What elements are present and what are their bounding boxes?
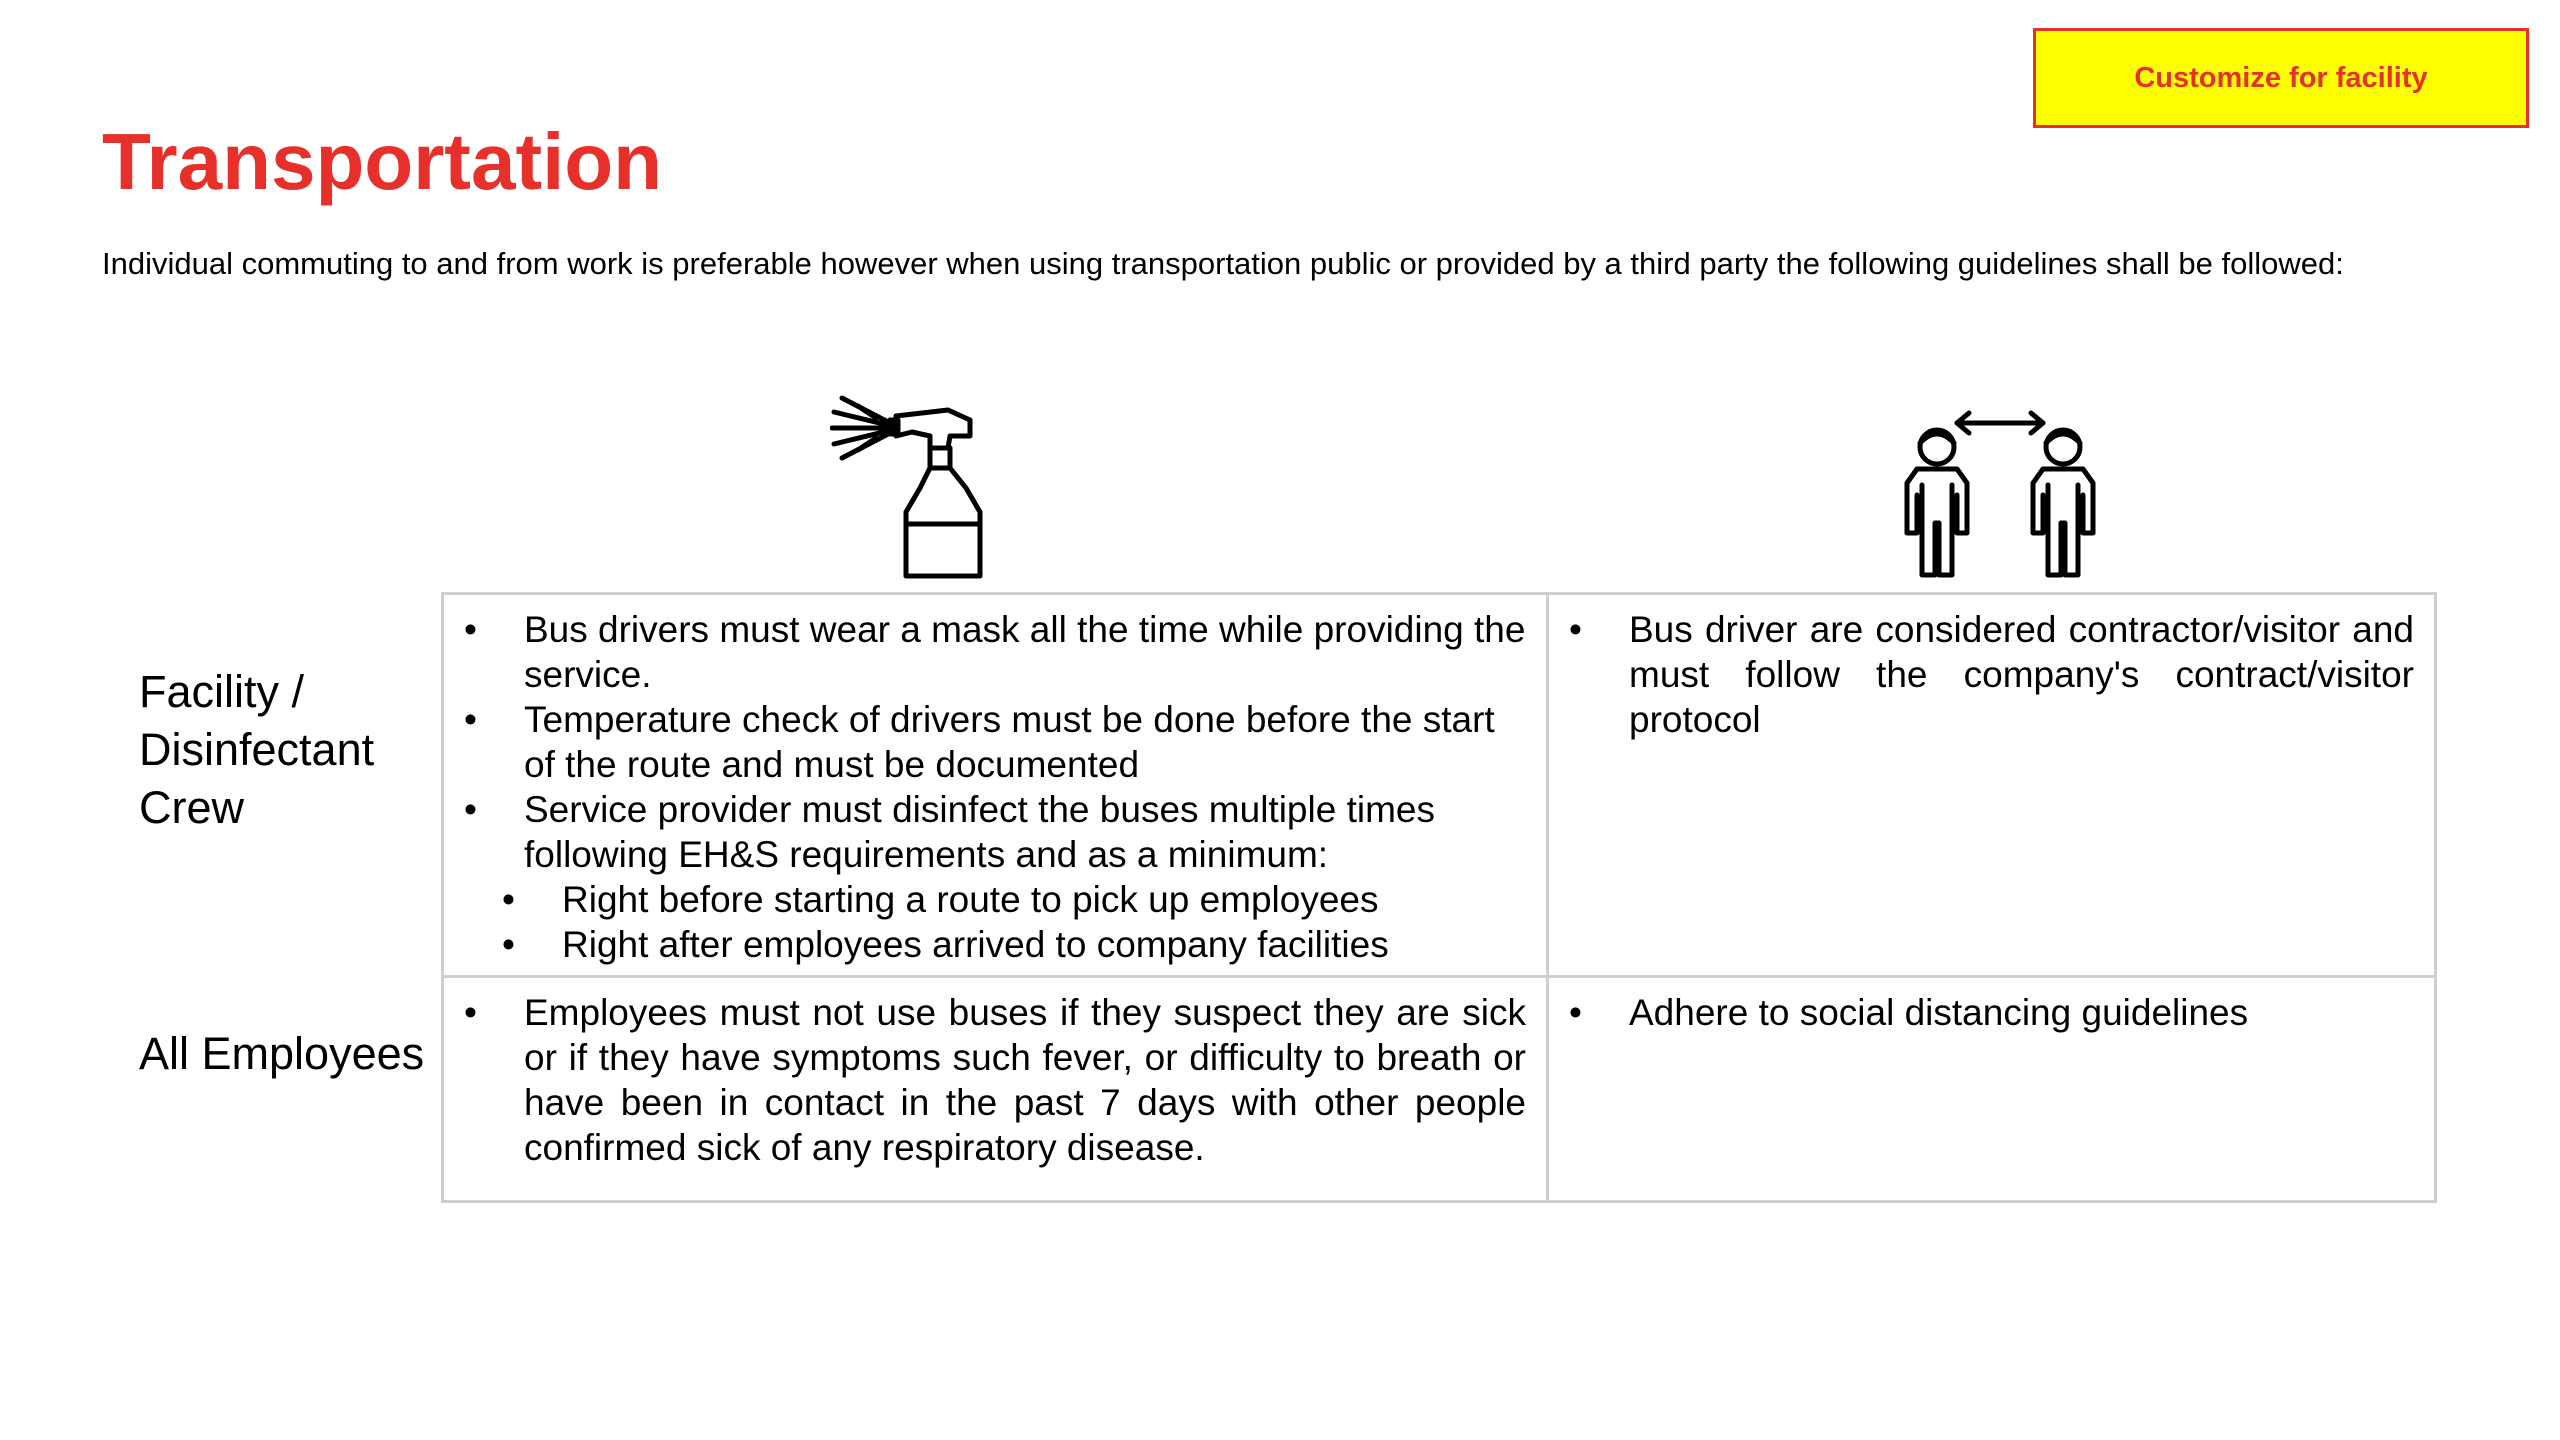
list-item: • Adhere to social distancing guidelines	[1569, 990, 2414, 1035]
list-item: • Bus driver are considered contractor/visitor and must follow the company's contract/visitor protocol	[1569, 607, 2414, 742]
spray-bottle-icon	[830, 388, 1000, 584]
bullet-list	[1569, 607, 2414, 742]
sub-bullet-list	[502, 877, 1526, 967]
bullet-list	[464, 990, 1526, 1170]
page-title: Transportation	[102, 117, 663, 206]
guidelines-table	[441, 592, 2437, 1203]
row-label-facility: Facility / Disinfectant Crew	[139, 666, 375, 833]
table-row	[443, 594, 2436, 977]
list-item: • Temperature check of drivers must be done before the start of the route and must be documented	[464, 697, 1526, 787]
row-label-employees: All Employees	[139, 1028, 425, 1079]
list-item: • Right after employees arrived to company facilities	[502, 922, 1526, 967]
table-row	[443, 977, 2436, 1202]
bullet-list	[1569, 990, 2414, 1035]
list-item: • Right before starting a route to pick up employees	[502, 877, 1526, 922]
intro-text: Individual commuting to and from work is preferable however when using transportation public or provided by a third party the following guidelines shall be followed:	[102, 246, 2344, 281]
table-cell	[1548, 977, 2436, 1202]
list-item: • Service provider must disinfect the buses multiple times following EH&S requirements and as a minimum:	[464, 787, 1526, 877]
customize-badge: Customize for facility	[2033, 28, 2529, 128]
social-distancing-icon	[1895, 405, 2105, 580]
table-cell	[443, 594, 1548, 977]
list-item: • Employees must not use buses if they suspect they are sick or if they have symptoms such fever, or difficulty to breath or have been in contact in the past 7 days with other people confirmed sick of any respiratory disease.	[464, 990, 1526, 1170]
table-cell	[1548, 594, 2436, 977]
list-item: • Bus drivers must wear a mask all the time while providing the service.	[464, 607, 1526, 697]
bullet-list	[464, 607, 1526, 877]
table-cell	[443, 977, 1548, 1202]
